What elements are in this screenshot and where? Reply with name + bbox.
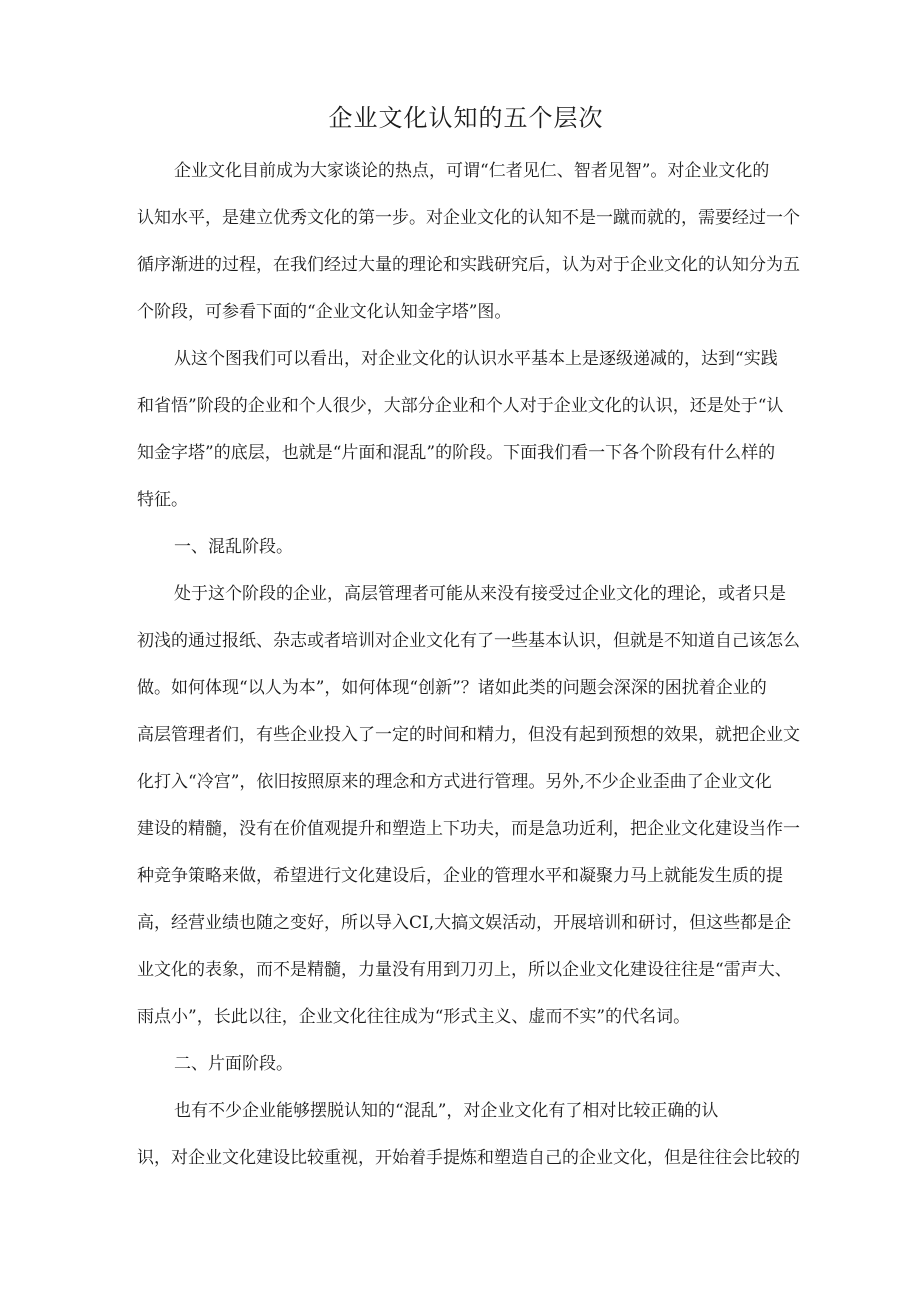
- page-title: 企业文化认知的五个层次: [328, 104, 604, 132]
- section-heading: 二、片面阶段。: [174, 1054, 293, 1074]
- text-line: 初浅的通过报纸、杂志或者培训对企业文化有了一些基本认识，但就是不知道自己该怎么: [137, 631, 800, 651]
- text-line: 做。如何体现“以人为本”，如何体现“创新”？诸如此类的问题会深深的困扰着企业的: [137, 678, 767, 698]
- text-line: 和省悟”阶段的企业和个人很少，大部分企业和个人对于企业文化的认识，还是处于“认: [137, 396, 784, 416]
- text-line: 业文化的表象，而不是精髓，力量没有用到刀刃上，所以企业文化建设往往是“雷声大、: [137, 960, 792, 980]
- section-heading: 一、混乱阶段。: [174, 537, 293, 557]
- text-line: 循序渐进的过程，在我们经过大量的理论和实践研究后，认为对于企业文化的认知分为五: [137, 255, 800, 275]
- text-line: 特征。: [137, 490, 188, 510]
- text-line: 化打入“冷宫”，依旧按照原来的理念和方式进行管理。另外,不少企业歪曲了企业文化: [137, 772, 772, 792]
- text-line: 认知水平，是建立优秀文化的第一步。对企业文化的认知不是一蹴而就的，需要经过一个: [137, 208, 800, 228]
- text-line: 种竞争策略来做，希望进行文化建设后，企业的管理水平和凝聚力马上就能发生质的提: [137, 866, 783, 886]
- text-line: 也有不少企业能够摆脱认知的“混乱”，对企业文化有了相对比较正确的认: [174, 1101, 719, 1121]
- text-line: 识，对企业文化建设比较重视，开始着手提炼和塑造自己的企业文化，但是往往会比较的: [137, 1148, 800, 1168]
- text-line: 从这个图我们可以看出，对企业文化的认识水平基本上是逐级递减的，达到“实践: [174, 349, 778, 369]
- text-line: 建设的精髓，没有在价值观提升和塑造上下功夫，而是急功近利，把企业文化建设当作一: [137, 819, 800, 839]
- text-line: 企业文化目前成为大家谈论的热点，可谓“仁者见仁、智者见智”。对企业文化的: [174, 161, 770, 181]
- text-line: 高，经营业绩也随之变好，所以导入CI,大搞文娱活动，开展培训和研讨，但这些都是企: [137, 913, 792, 933]
- text-line: 雨点小”，长此以往，企业文化往往成为“形式主义、虚而不实”的代名词。: [137, 1007, 691, 1027]
- text-line: 处于这个阶段的企业，高层管理者可能从来没有接受过企业文化的理论，或者只是: [174, 584, 786, 604]
- text-line: 知金字塔”的底层，也就是“片面和混乱”的阶段。下面我们看一下各个阶段有什么样的: [137, 443, 776, 463]
- text-line: 高层管理者们，有些企业投入了一定的时间和精力，但没有起到预想的效果，就把企业文: [137, 725, 800, 745]
- text-line: 个阶段，可参看下面的“企业文化认知金字塔”图。: [137, 302, 512, 322]
